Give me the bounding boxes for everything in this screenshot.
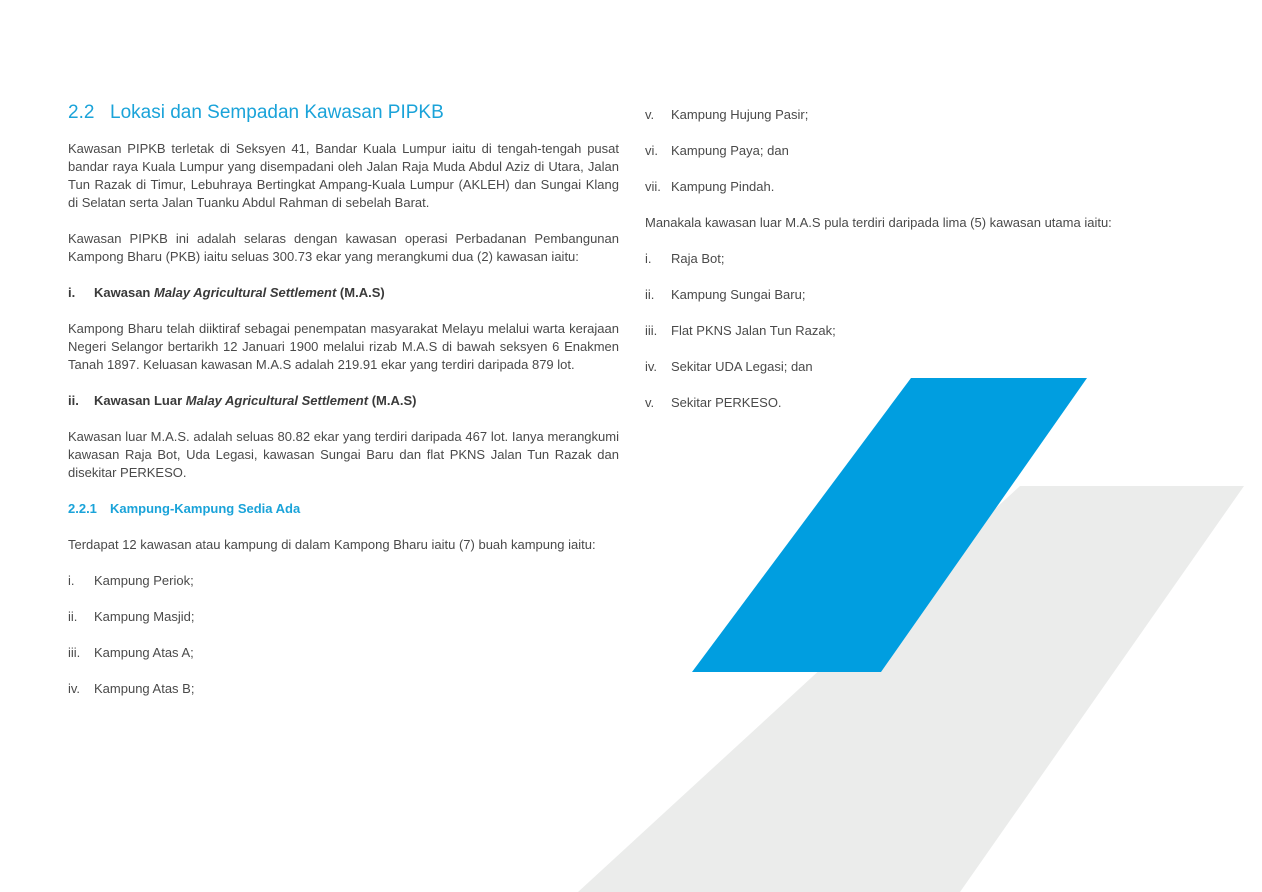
area-heading-luar-mas xyxy=(68,392,619,410)
list-text: Sekitar UDA Legasi; dan xyxy=(671,359,813,374)
paragraph-location: Kawasan PIPKB terletak di Seksyen 41, Bandar Kuala Lumpur iaitu di tengah-tengah pusat bandar raya Kuala Lumpur yang disempadani oleh Jalan Raja Muda Abdul Aziz di Utara, Jalan Tun Razak di Timur, Lebuhraya Bertingkat Ampang-Kuala Lumpur (AKLEH) dan Sungai Klang di Selatan serta Jalan Tuanku Abdul Rahman di sebelah Barat. xyxy=(68,141,619,210)
list-text: Kampung Atas B; xyxy=(94,681,195,696)
list-marker: i. xyxy=(68,285,76,300)
list-text: Kampung Atas A; xyxy=(94,645,194,660)
area-italic: Malay Agricultural Settlement xyxy=(185,393,369,408)
list-item xyxy=(68,572,619,590)
section-number: 2.2 xyxy=(68,102,95,123)
area-body-luar-mas: Kawasan luar M.A.S. adalah seluas 80.82 ekar yang terdiri daripada 467 lot. Ianya merangkumi kawasan Raja Bot, Uda Legasi, kawasan Sungai Baru dan flat PKNS Jalan Tun Razak dan disekitar PERKESO. xyxy=(68,429,619,480)
list-text: Flat PKNS Jalan Tun Razak; xyxy=(671,323,836,338)
paragraph-scope: Kawasan PIPKB ini adalah selaras dengan kawasan operasi Perbadanan Pembangunan Kampong Bharu (PKB) iaitu seluas 300.73 ekar yang merangkumi dua (2) kawasan iaitu: xyxy=(68,231,619,264)
list-marker: ii. xyxy=(68,393,79,408)
subsection-heading xyxy=(68,500,619,518)
list-item xyxy=(645,178,1205,196)
list-text: Kampung Masjid; xyxy=(94,609,195,624)
list-marker: v. xyxy=(645,395,655,410)
area-heading-mas xyxy=(68,284,619,302)
list-item xyxy=(645,286,1205,304)
list-marker: iii. xyxy=(68,645,81,660)
area-body-mas: Kampong Bharu telah diiktiraf sebagai penempatan masyarakat Melayu melalui warta kerajaan Negeri Selangor bertarikh 12 Januari 1900 melalui rizab M.A.S di bawah seksyen 6 Enakmen Tanah 1897. Keluasan kawasan M.A.S adalah 219.91 ekar yang terdiri daripada 879 lot. xyxy=(68,321,619,372)
list-marker: iv. xyxy=(645,359,658,374)
list-marker: i. xyxy=(68,573,75,588)
area-prefix: Kawasan Luar xyxy=(94,393,183,408)
list-text: Kampung Pindah. xyxy=(671,179,775,194)
list-marker: v. xyxy=(645,107,655,122)
list-item xyxy=(68,644,619,662)
area-suffix: (M.A.S) xyxy=(339,285,385,300)
left-column xyxy=(68,100,619,716)
list-marker: i. xyxy=(645,251,652,266)
list-marker: vii. xyxy=(645,179,661,194)
list-marker: iv. xyxy=(68,681,81,696)
list-item xyxy=(68,680,619,698)
subsection-title: Kampung-Kampung Sedia Ada xyxy=(110,501,301,516)
list-text: Kampung Hujung Pasir; xyxy=(671,107,809,122)
area-suffix: (M.A.S) xyxy=(371,393,417,408)
list-marker: iii. xyxy=(645,323,658,338)
list-text: Raja Bot; xyxy=(671,251,725,266)
list-marker: vi. xyxy=(645,143,658,158)
list-text: Kampung Paya; dan xyxy=(671,143,789,158)
list-text: Kampung Periok; xyxy=(94,573,194,588)
list-item xyxy=(645,250,1205,268)
subsection-intro: Terdapat 12 kawasan atau kampung di dalam Kampong Bharu iaitu (7) buah kampung iaitu: xyxy=(68,537,596,552)
list-marker: ii. xyxy=(645,287,655,302)
section-heading xyxy=(68,100,619,126)
list-item xyxy=(68,608,619,626)
section-title: Lokasi dan Sempadan Kawasan PIPKB xyxy=(110,102,444,123)
right-column xyxy=(645,106,1205,430)
luar-mas-intro: Manakala kawasan luar M.A.S pula terdiri daripada lima (5) kawasan utama iaitu: xyxy=(645,215,1112,230)
list-item xyxy=(645,106,1205,124)
area-prefix: Kawasan xyxy=(94,285,151,300)
list-text: Kampung Sungai Baru; xyxy=(671,287,806,302)
list-marker: ii. xyxy=(68,609,78,624)
subsection-number: 2.2.1 xyxy=(68,501,97,516)
list-item xyxy=(645,394,1205,412)
area-italic: Malay Agricultural Settlement xyxy=(154,285,337,300)
list-item xyxy=(645,142,1205,160)
list-item xyxy=(645,358,1205,376)
list-item xyxy=(645,322,1205,340)
list-text: Sekitar PERKESO. xyxy=(671,395,782,410)
